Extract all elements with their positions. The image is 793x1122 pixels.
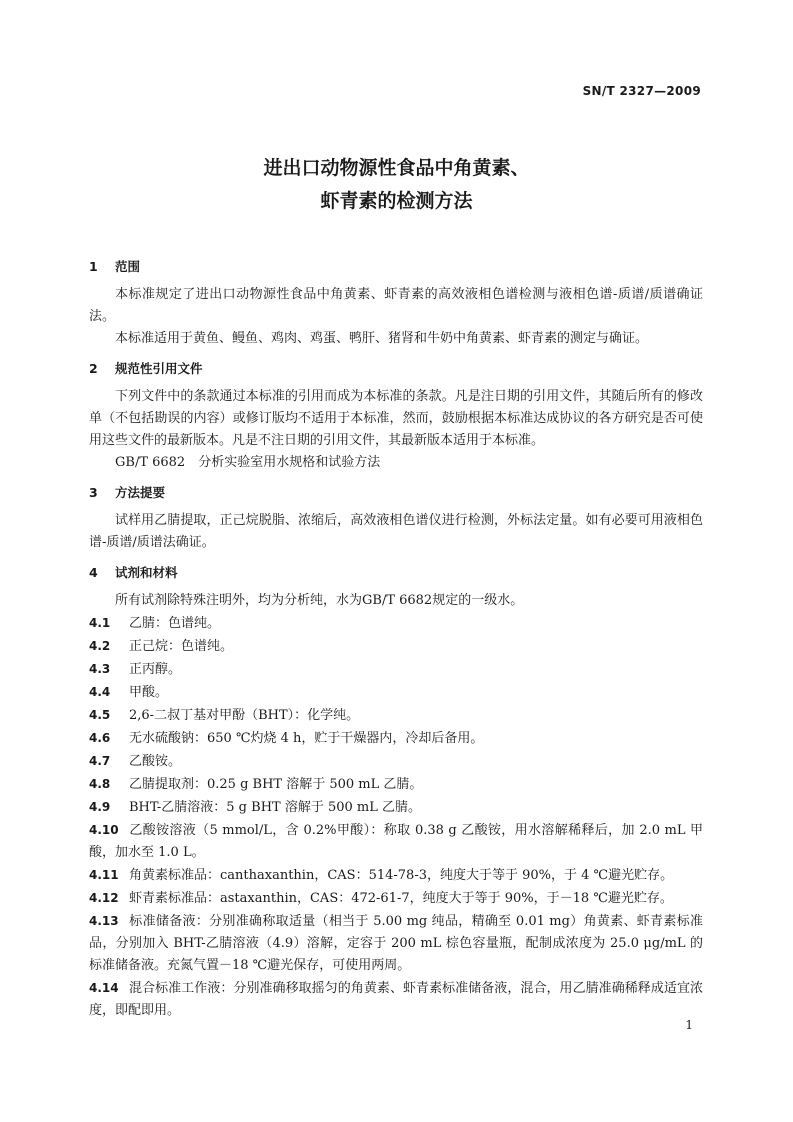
list-item xyxy=(89,819,703,864)
section-title: 范围 xyxy=(115,259,141,274)
item-number: 4.8 xyxy=(89,777,111,791)
list-item xyxy=(89,750,703,773)
item-number: 4.12 xyxy=(89,891,119,905)
section-number: 3 xyxy=(89,485,98,500)
document-body xyxy=(89,256,703,1022)
section-heading-references xyxy=(89,358,703,380)
list-item xyxy=(89,658,703,681)
list-item xyxy=(89,612,703,635)
item-number: 4.9 xyxy=(89,800,111,814)
list-item xyxy=(89,864,703,887)
item-number: 4.7 xyxy=(89,754,111,768)
reference-entry: GB/T 6682 分析实验室用水规格和试验方法 xyxy=(115,455,381,470)
item-text: 虾青素标准品：astaxanthin，CAS：472-61-7，纯度大于等于 90%，于－18 ℃避光贮存。 xyxy=(129,891,673,906)
item-number: 4.2 xyxy=(89,639,111,653)
list-item xyxy=(89,681,703,704)
list-item xyxy=(89,887,703,910)
page-number: 1 xyxy=(685,1018,693,1032)
item-text: 无水硫酸钠：650 ℃灼烧 4 h，贮于干燥器内，冷却后备用。 xyxy=(129,731,484,746)
paragraph: 所有试剂除特殊注明外，均为分析纯，水为GB/T 6682规定的一级水。 xyxy=(115,593,524,608)
item-text: 混合标准工作液：分别准确移取摇匀的角黄素、虾青素标准储备液，混合，用乙腈准确稀释成适宜浓度，即配即用。 xyxy=(89,981,703,1018)
item-text: 甲酸。 xyxy=(129,685,169,700)
section-heading-scope xyxy=(89,256,703,278)
title-line-1: 进出口动物源性食品中角黄素、 xyxy=(263,157,530,179)
item-number: 4.5 xyxy=(89,708,111,722)
paragraph: 本标准适用于黄鱼、鳗鱼、鸡肉、鸡蛋、鸭肝、猪肾和牛奶中角黄素、虾青素的测定与确证。 xyxy=(115,331,649,346)
item-number: 4.11 xyxy=(89,868,119,882)
list-item xyxy=(89,727,703,750)
section-heading-reagents xyxy=(89,562,703,584)
item-number: 4.1 xyxy=(89,616,111,630)
section-title: 方法提要 xyxy=(115,485,166,500)
item-text: 乙酸铵溶液（5 mmol/L，含 0.2%甲酸）：称取 0.38 g 乙酸铵，用水溶解稀释后，加 2.0 mL 甲酸，加水至 1.0 L。 xyxy=(89,823,703,860)
reagent-list xyxy=(89,612,703,1022)
paragraph: 下列文件中的条款通过本标准的引用而成为本标准的条款。凡是注日期的引用文件，其随后所有的修改单（不包括勘误的内容）或修订版均不适用于本标准，然而，鼓励根据本标准达成协议的各方研究是否可使用这些文件的最新版本。凡是不注日期的引用文件，其最新版本适用于本标准。 xyxy=(89,389,703,448)
item-number: 4.14 xyxy=(89,981,119,995)
title-line-2: 虾青素的检测方法 xyxy=(320,190,473,212)
item-text: 乙腈：色谱纯。 xyxy=(129,616,221,631)
list-item xyxy=(89,796,703,819)
list-item xyxy=(89,977,703,1022)
item-number: 4.6 xyxy=(89,731,111,745)
list-item xyxy=(89,635,703,658)
item-text: 标准储备液：分别准确称取适量（相当于 5.00 mg 纯品，精确至 0.01 mg）角黄素、虾青素标准品，分别加入 BHT-乙腈溶液（4.9）溶解，定容于 200 mL 棕色容量瓶，配制成浓度为 25.0 μg/mL 的标准储备液。充氮气置－18 ℃避光保存，可使用两周。 xyxy=(89,914,703,973)
item-number: 4.10 xyxy=(89,823,119,837)
item-number: 4.3 xyxy=(89,662,111,676)
item-text: 正己烷：色谱纯。 xyxy=(129,639,234,654)
section-number: 4 xyxy=(89,565,98,580)
paragraph: 试样用乙腈提取，正己烷脱脂、浓缩后，高效液相色谱仪进行检测，外标法定量。如有必要可用液相色谱-质谱/质谱法确证。 xyxy=(89,513,703,550)
standard-number: SN/T 2327—2009 xyxy=(582,84,701,98)
section-title: 规范性引用文件 xyxy=(115,361,203,376)
item-text: 角黄素标准品：canthaxanthin，CAS：514-78-3，纯度大于等于 90%，于 4 ℃避光贮存。 xyxy=(129,868,674,883)
item-number: 4.4 xyxy=(89,685,111,699)
section-number: 1 xyxy=(89,259,98,274)
list-item xyxy=(89,704,703,727)
item-text: BHT-乙腈溶液：5 g BHT 溶解于 500 mL 乙腈。 xyxy=(129,800,421,815)
paragraph: 本标准规定了进出口动物源性食品中角黄素、虾青素的高效液相色谱检测与液相色谱-质谱/质谱确证法。 xyxy=(89,287,703,324)
document-title xyxy=(0,152,793,218)
section-heading-method xyxy=(89,482,703,504)
list-item xyxy=(89,773,703,796)
item-text: 2,6-二叔丁基对甲酚（BHT）：化学纯。 xyxy=(129,708,360,723)
list-item xyxy=(89,910,703,977)
item-text: 乙腈提取剂：0.25 g BHT 溶解于 500 mL 乙腈。 xyxy=(129,777,423,792)
section-title: 试剂和材料 xyxy=(115,565,178,580)
item-number: 4.13 xyxy=(89,914,119,928)
item-text: 正丙醇。 xyxy=(129,662,182,677)
item-text: 乙酸铵。 xyxy=(129,754,182,769)
section-number: 2 xyxy=(89,361,98,376)
